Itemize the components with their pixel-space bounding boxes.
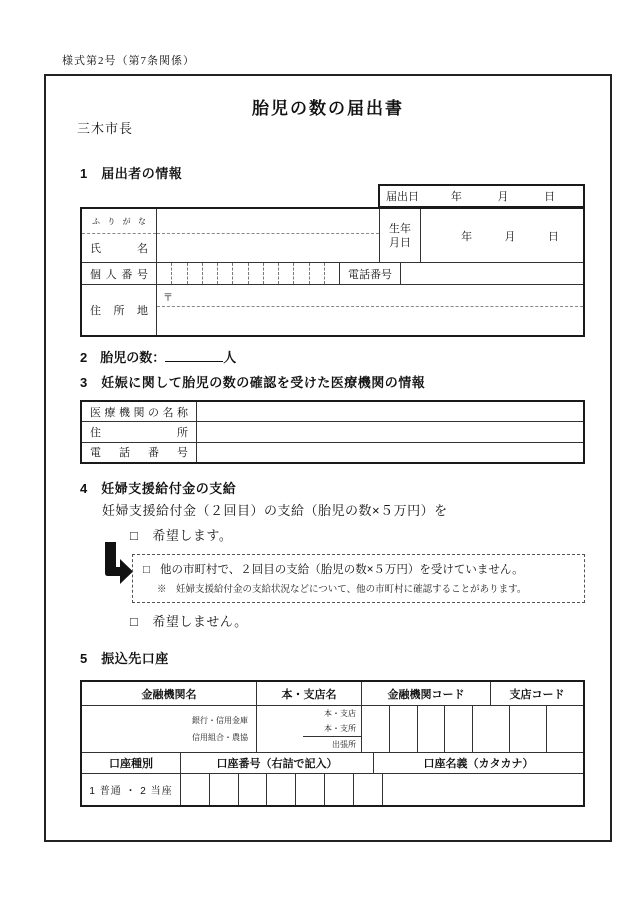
branch-type-line1: 本・支店: [324, 709, 356, 718]
medical-name-label: 医療機関の名称: [90, 406, 188, 419]
name-label-cell: [82, 209, 157, 262]
digit-cell[interactable]: [324, 263, 339, 284]
digit-cell[interactable]: [444, 706, 472, 752]
birthdate-year-unit: 年: [461, 230, 473, 243]
section2-heading: [80, 347, 236, 366]
personal-number-label-cell: [82, 263, 157, 284]
report-date-day-unit: 日: [544, 191, 556, 203]
digit-cell[interactable]: [232, 263, 247, 284]
medical-phone-input[interactable]: [197, 443, 583, 462]
name-label: 氏名: [90, 243, 148, 255]
account-type-header: 口座種別: [82, 753, 181, 773]
fetus-count-label: 2 胎児の数：: [80, 350, 166, 365]
account-name-input[interactable]: [383, 774, 584, 805]
form-outer-border: [44, 74, 612, 842]
branch-type-line2: 本・支所: [324, 724, 356, 733]
birthdate-label: 生年 月日: [380, 209, 421, 262]
wish-checkbox[interactable]: □: [130, 528, 139, 543]
digit-cell[interactable]: [324, 774, 353, 805]
fetus-count-input[interactable]: [165, 349, 223, 362]
digit-cell[interactable]: [181, 774, 209, 805]
furigana-input[interactable]: [157, 209, 379, 234]
section5-heading: 5 振込先口座: [80, 651, 169, 666]
postal-mark: 〒: [163, 293, 173, 304]
branch-type-line3: 出張所: [303, 736, 361, 752]
postal-code-input[interactable]: [157, 285, 583, 307]
digit-cell[interactable]: [209, 774, 238, 805]
form-title: 胎児の数の届出書: [252, 99, 404, 118]
bank-code-header: 金融機関コード: [362, 682, 491, 705]
benefit-intro: 妊婦支援給付金（２回目）の支給（胎児の数×５万円）を: [102, 503, 448, 518]
digit-cell[interactable]: [238, 774, 267, 805]
birthdate-input[interactable]: [421, 209, 583, 262]
branch-code-cells: [473, 706, 583, 752]
medical-institution-table: [80, 400, 585, 464]
note-line2: ※ 妊婦支援給付金の支給状況などについて、他の市町村に確認することがあります。: [157, 584, 527, 595]
bank-type-line2: 信用組合・農協: [192, 733, 248, 742]
note-box: [132, 554, 585, 603]
bank-name-header: 金融機関名: [82, 682, 257, 705]
address-value-cell: [157, 285, 583, 335]
address-label-cell: [82, 285, 157, 335]
medical-name-label-cell: [82, 402, 197, 421]
applicant-table: [80, 207, 585, 337]
digit-cell[interactable]: [266, 774, 295, 805]
medical-address-input[interactable]: [197, 422, 583, 441]
option-yes-row: [130, 525, 232, 544]
digit-cell[interactable]: [248, 263, 263, 284]
digit-cell[interactable]: [473, 706, 509, 752]
birthdate-day-unit: 日: [547, 230, 559, 243]
branch-code-header: 支店コード: [509, 688, 565, 701]
bank-type-line1: 銀行・信用金庫: [192, 716, 248, 725]
address-label: 住所地: [90, 305, 148, 317]
digit-cell[interactable]: [362, 706, 389, 752]
digit-cell[interactable]: [157, 263, 171, 284]
option-no-row: [130, 611, 248, 630]
corner-arrow-icon: [103, 542, 133, 586]
name-value-cell: [157, 209, 380, 262]
phone-input[interactable]: [401, 263, 583, 284]
no-wish-checkbox[interactable]: □: [130, 614, 139, 629]
form-code: 様式第2号（第7条関係）: [62, 55, 195, 67]
digit-cell[interactable]: [187, 263, 202, 284]
medical-phone-label-cell: [82, 443, 197, 462]
digit-cell[interactable]: [278, 263, 293, 284]
report-date-year-unit: 年: [450, 191, 462, 203]
digit-cell[interactable]: [293, 263, 308, 284]
section4-heading: 4 妊婦支援給付金の支給: [80, 481, 237, 496]
report-date-month-unit: 月: [497, 191, 509, 203]
name-input[interactable]: [157, 234, 379, 262]
digit-cell[interactable]: [171, 263, 186, 284]
branch-name-input[interactable]: [257, 706, 362, 752]
account-name-header: 口座名義（カタカナ）: [423, 758, 534, 770]
phone-label: 電話番号: [348, 268, 392, 281]
section1-heading: 1 届出者の情報: [80, 166, 183, 181]
wish-label: 希望します。: [152, 528, 233, 543]
medical-phone-label: 電話番号: [90, 447, 188, 460]
digit-cell[interactable]: [546, 706, 583, 752]
bank-name-input[interactable]: [82, 706, 257, 752]
medical-address-label-cell: [82, 422, 197, 441]
note-checkbox[interactable]: □: [143, 564, 150, 576]
birthdate-month-unit: 月: [504, 230, 516, 243]
digit-cell[interactable]: [353, 774, 382, 805]
section3-heading: 3 妊娠に関して胎児の数の確認を受けた医療機関の情報: [80, 375, 426, 390]
digit-cell[interactable]: [263, 263, 278, 284]
account-type-options[interactable]: 1 普通 ・ 2 当座: [82, 774, 181, 805]
furigana-label: ふりがな: [92, 216, 146, 226]
report-date-units: [419, 188, 583, 204]
phone-label-cell: [340, 263, 401, 284]
personal-number-label: 個人番号: [90, 268, 148, 281]
report-date-label: 届出日: [386, 191, 419, 203]
account-number-header: 口座番号（右詰で記入）: [181, 753, 374, 773]
medical-address-label: 住所: [90, 426, 188, 439]
bank-code-cells: [362, 706, 473, 752]
digit-cell[interactable]: [389, 706, 417, 752]
digit-cell[interactable]: [309, 263, 324, 284]
digit-cell[interactable]: [417, 706, 445, 752]
branch-name-header: 本・支店名: [257, 682, 362, 705]
addressee: 三木市長: [77, 121, 134, 136]
digit-cell[interactable]: [202, 263, 217, 284]
digit-cell[interactable]: [217, 263, 232, 284]
note-line1: 他の市町村で、２回目の支給（胎児の数×５万円）を受けていません。: [159, 564, 524, 576]
medical-name-input[interactable]: [197, 402, 583, 421]
digit-cell[interactable]: [295, 774, 324, 805]
digit-cell[interactable]: [509, 706, 546, 752]
personal-number-cells: [157, 263, 340, 284]
report-date-box: [378, 184, 585, 208]
account-number-cells: [181, 774, 383, 805]
bank-account-table: [80, 680, 585, 807]
fetus-count-unit: 人: [223, 350, 237, 365]
no-wish-label: 希望しません。: [152, 614, 248, 629]
note-line1-row: [143, 561, 576, 577]
address-input[interactable]: [157, 307, 583, 335]
